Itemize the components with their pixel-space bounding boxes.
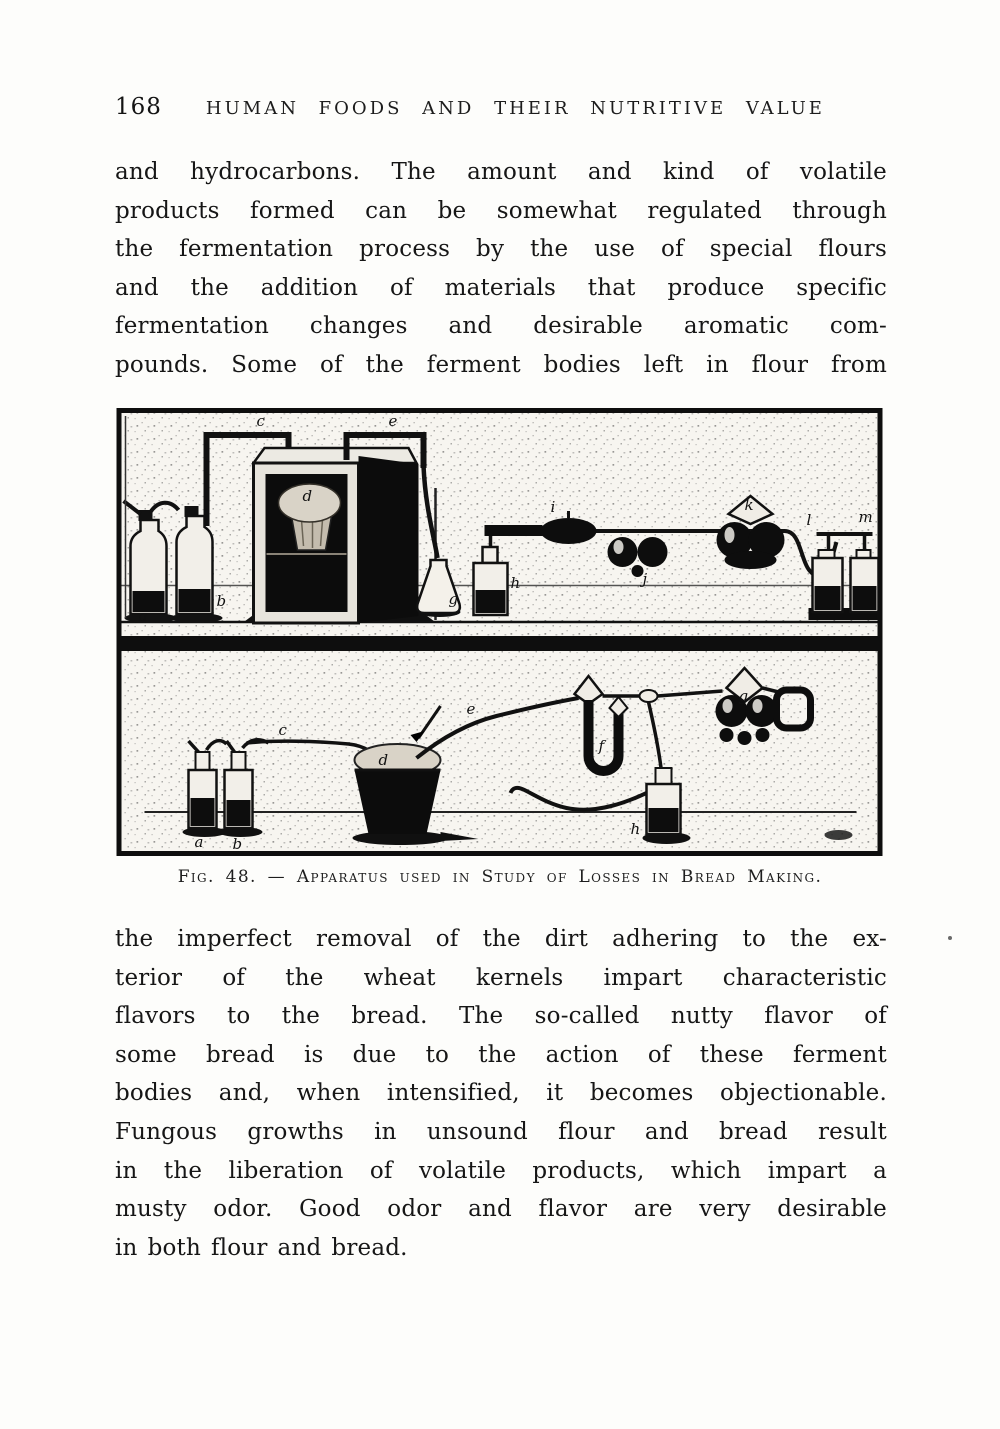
figure-label: a: [194, 833, 204, 851]
figure-caption: Fig. 48. — Apparatus used in Study of Losses in Bread Making.: [177, 867, 823, 887]
text-line: bodies and, when intensified, it becomes objectionable.: [115, 1080, 887, 1107]
figure-label: l: [806, 511, 812, 529]
text-line: fermentation changes and desirable aromatic com-: [115, 313, 887, 340]
figure-label: d: [378, 751, 389, 769]
oven-drawing: [254, 448, 419, 623]
scan-speck: [948, 936, 952, 940]
figure-label: c: [256, 412, 265, 430]
paragraph-top: [115, 153, 887, 385]
figure-label: d: [302, 487, 313, 505]
figure-label: k: [744, 496, 754, 514]
figure-label: b: [232, 835, 243, 853]
text-line: and the addition of materials that produce specific: [115, 274, 887, 301]
text-line: in both flour and bread.: [115, 1234, 408, 1261]
text-line: flavors to the bread. The so-called nutty flavor of: [115, 1003, 887, 1030]
paragraph-bottom: [115, 920, 887, 1267]
figure-label: e: [388, 412, 398, 430]
text-line: musty odor. Good odor and flavor are very desirable: [115, 1196, 887, 1223]
spindle-bulb: [541, 518, 597, 544]
text-line: terior of the wheat kernels impart characteristic: [115, 964, 887, 991]
text-line: and hydrocarbons. The amount and kind of volatile: [115, 159, 887, 185]
figure-label: a: [138, 607, 148, 625]
figure-illustration: [116, 408, 883, 856]
panel-divider: [120, 636, 880, 651]
figure-label: c: [278, 721, 287, 739]
figure-label: m: [858, 508, 873, 526]
text-line: pounds. Some of the ferment bodies left in flour from: [115, 351, 887, 378]
text-line: Fungous growths in unsound flour and bread result: [115, 1118, 887, 1145]
figure-label: g: [738, 687, 749, 705]
figure-label: g: [448, 590, 459, 608]
figure-label: f: [598, 737, 605, 755]
figure-label: b: [216, 592, 227, 610]
figure-label: j: [642, 570, 648, 588]
figure-label: i: [550, 498, 556, 516]
oven-dark-side: [359, 456, 419, 623]
figure-48: [116, 408, 883, 860]
text-line: the fermentation process by the use of special flours: [115, 236, 887, 263]
text-line: some bread is due to the action of these ferment: [115, 1041, 887, 1068]
figure-label: h: [630, 820, 641, 838]
running-title: HUMAN FOODS AND THEIR NUTRITIVE VALUE: [205, 98, 825, 119]
figure-label: e: [466, 700, 476, 718]
text-line: the imperfect removal of the dirt adhering to the ex-: [115, 926, 887, 952]
page-header: [115, 94, 890, 120]
page-number: 168: [115, 94, 162, 120]
text-line: products formed can be somewhat regulated through: [115, 197, 887, 224]
text-line: in the liberation of volatile products, which impart a: [115, 1157, 887, 1184]
figure-label: h: [510, 574, 521, 592]
